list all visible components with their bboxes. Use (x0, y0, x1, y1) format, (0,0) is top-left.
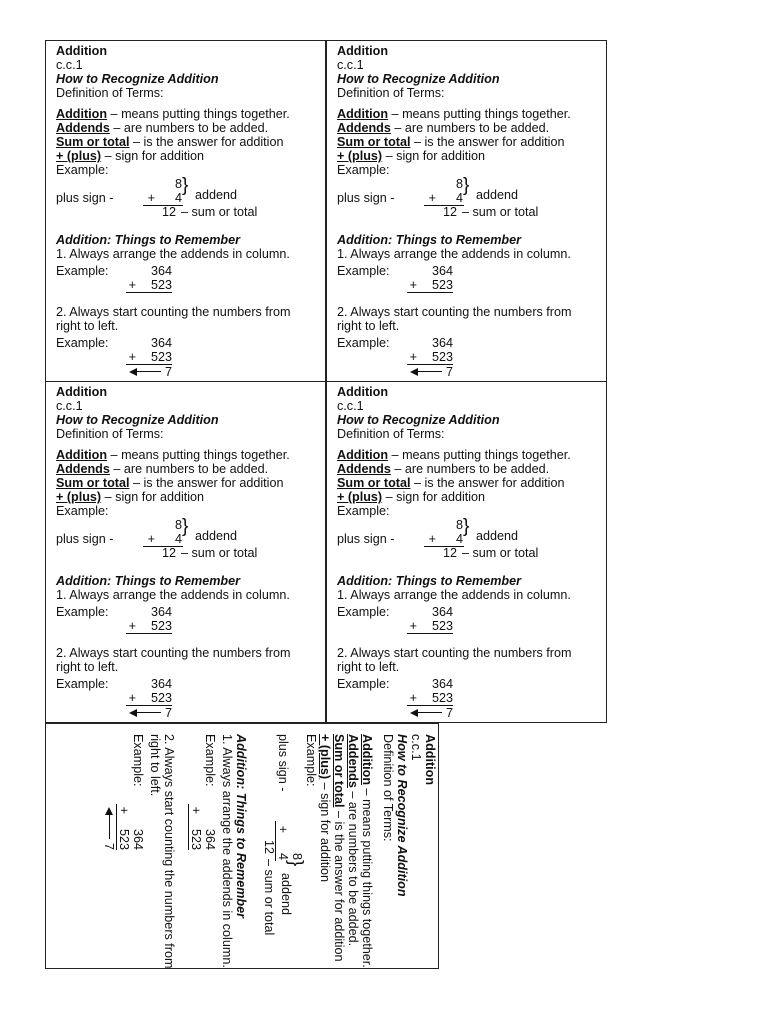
column-sum-line (126, 292, 172, 293)
example-top-number: 8 (174, 518, 182, 532)
term-addends-desc: – are numbers to be added. (109, 462, 269, 476)
counting-example-label: Example: (131, 734, 145, 787)
term-addends (56, 121, 268, 135)
card-title: Addition (337, 385, 389, 399)
column-bottom-number: 523 (150, 619, 172, 633)
term-plus (318, 734, 332, 882)
example-sum-number: 12 (262, 839, 276, 854)
rule-1: 1. Always arrange the addends in column. (56, 588, 290, 602)
brace-icon: } (285, 860, 306, 867)
rule-2-line-1: 2. Always start counting the numbers from (162, 734, 176, 969)
example-plus: + (147, 191, 155, 205)
definition-heading: Definition of Terms: (337, 427, 445, 441)
sum-label: – sum or total (462, 205, 539, 219)
term-plus (337, 490, 485, 504)
term-addition-name: Addition (360, 734, 374, 786)
column-example-label: Example: (337, 264, 390, 278)
term-plus-name: + (plus) (56, 490, 102, 504)
term-addition (56, 107, 290, 121)
term-sum-desc: – is the answer for addition (129, 476, 284, 490)
term-sum-desc: – is the answer for addition (410, 135, 565, 149)
term-sum (337, 135, 564, 149)
card-title: Addition (423, 734, 437, 786)
term-addition (337, 448, 571, 462)
column-plus: + (409, 619, 417, 633)
column-bottom-number: 523 (189, 828, 203, 850)
example-bottom-number: 4 (455, 532, 463, 546)
rule-2-line-1: 2. Always start counting the numbers from (337, 305, 572, 319)
term-addition-desc: – means putting things together. (360, 785, 374, 968)
term-plus-desc: – sign for addition (382, 149, 486, 163)
column-sum-line (126, 633, 172, 634)
column-bottom-number: 523 (150, 278, 172, 292)
term-addition-desc: – means putting things together. (388, 107, 571, 121)
term-addition (337, 107, 571, 121)
column-plus: + (128, 619, 136, 633)
term-plus-name: + (plus) (337, 149, 383, 163)
column-example-label: Example: (56, 264, 109, 278)
counting-plus: + (128, 691, 136, 705)
term-plus-desc: – sign for addition (101, 149, 205, 163)
counting-result-number: 7 (445, 706, 453, 720)
counting-bottom-number: 523 (150, 350, 172, 364)
definition-heading: Definition of Terms: (337, 86, 445, 100)
counting-top-number: 364 (150, 677, 172, 691)
definition-heading: Definition of Terms: (56, 427, 164, 441)
counting-top-number: 364 (431, 677, 453, 691)
rule-2-line-2: right to left. (337, 319, 400, 333)
term-addition-name: Addition (337, 107, 389, 121)
term-addition-desc: – means putting things together. (388, 448, 571, 462)
counting-result-number: 7 (445, 365, 453, 379)
counting-plus: + (117, 806, 131, 814)
sum-label: – sum or total (262, 859, 276, 936)
column-bottom-number: 523 (431, 619, 453, 633)
term-addition-name: Addition (56, 107, 108, 121)
brace-icon: } (463, 516, 470, 537)
card-title: Addition (56, 44, 108, 58)
card-code: c.c.1 (409, 734, 423, 761)
addend-label: addend (476, 529, 519, 543)
remember-heading: Addition: Things to Remember (337, 574, 522, 588)
term-plus-name: + (plus) (337, 490, 383, 504)
rule-2-line-1: 2. Always start counting the numbers from (56, 646, 291, 660)
term-addends-name: Addends (56, 462, 110, 476)
term-addends (346, 734, 360, 946)
term-addition (360, 734, 374, 968)
example-sum-number: 12 (161, 205, 176, 219)
term-addition-desc: – means putting things together. (107, 448, 290, 462)
rule-2-line-2: right to left. (148, 734, 162, 797)
card-code: c.c.1 (337, 58, 364, 72)
term-plus-desc: – sign for addition (318, 779, 332, 883)
counting-plus: + (128, 350, 136, 364)
counting-bottom-number: 523 (117, 828, 131, 850)
flashcard-rotated (45, 723, 439, 969)
column-plus: + (128, 278, 136, 292)
card-subtitle: How to Recognize Addition (56, 413, 219, 427)
counting-plus: + (409, 691, 417, 705)
card-subtitle: How to Recognize Addition (337, 72, 500, 86)
example-plus: + (428, 191, 436, 205)
term-addends-name: Addends (337, 462, 391, 476)
card-content (46, 382, 326, 723)
flashcard-top-right (326, 40, 607, 382)
left-arrow-icon (410, 368, 418, 376)
term-addends-desc: – are numbers to be added. (390, 462, 550, 476)
term-sum (332, 734, 346, 961)
definition-heading: Definition of Terms: (56, 86, 164, 100)
card-subtitle: How to Recognize Addition (56, 72, 219, 86)
sum-label: – sum or total (181, 205, 258, 219)
rule-1: 1. Always arrange the addends in column. (56, 247, 290, 261)
term-plus (337, 149, 485, 163)
counting-example-label: Example: (337, 677, 390, 691)
example-label: Example: (304, 734, 318, 787)
term-addends-name: Addends (337, 121, 391, 135)
term-addends (337, 121, 549, 135)
column-top-number: 364 (203, 828, 217, 850)
example-label: Example: (56, 504, 109, 518)
column-sum-line (407, 633, 453, 634)
term-addends-name: Addends (56, 121, 110, 135)
card-code: c.c.1 (337, 399, 364, 413)
column-example-label: Example: (203, 734, 217, 787)
rule-2-line-1: 2. Always start counting the numbers from (56, 305, 291, 319)
card-title: Addition (337, 44, 389, 58)
rule-1: 1. Always arrange the addends in column. (337, 247, 571, 261)
term-addition (56, 448, 290, 462)
example-plus: + (276, 825, 290, 833)
term-addends-desc: – are numbers to be added. (390, 121, 550, 135)
remember-heading: Addition: Things to Remember (337, 233, 522, 247)
column-top-number: 364 (150, 605, 172, 619)
remember-heading: Addition: Things to Remember (56, 574, 241, 588)
column-plus: + (409, 278, 417, 292)
card-code: c.c.1 (56, 58, 83, 72)
term-addends-name: Addends (346, 734, 360, 788)
example-plus: + (147, 532, 155, 546)
brace-icon: } (463, 175, 470, 196)
counting-result-number: 7 (164, 706, 172, 720)
counting-sum-line (116, 804, 117, 850)
example-bottom-number: 4 (174, 532, 182, 546)
plus-sign-label: plus sign - (276, 734, 290, 792)
addend-label: addend (476, 188, 519, 202)
term-addends (56, 462, 268, 476)
counting-top-number: 364 (431, 336, 453, 350)
example-bottom-number: 4 (276, 852, 290, 860)
term-sum (337, 476, 564, 490)
sum-label: – sum or total (462, 546, 539, 560)
term-sum-name: Sum or total (337, 135, 411, 149)
term-sum-name: Sum or total (337, 476, 411, 490)
counting-example-label: Example: (56, 336, 109, 350)
addend-label: addend (195, 188, 238, 202)
term-plus-desc: – sign for addition (382, 490, 486, 504)
counting-bottom-number: 523 (431, 350, 453, 364)
term-sum (56, 135, 283, 149)
term-plus-name: + (plus) (56, 149, 102, 163)
term-addends-desc: – are numbers to be added. (109, 121, 269, 135)
term-plus-desc: – sign for addition (101, 490, 205, 504)
card-content (327, 382, 607, 723)
example-top-number: 8 (290, 852, 304, 860)
card-content (327, 41, 607, 382)
addend-label: addend (279, 873, 293, 916)
definition-heading: Definition of Terms: (381, 734, 395, 842)
term-sum-desc: – is the answer for addition (410, 476, 565, 490)
left-arrow-icon (129, 368, 137, 376)
card-content (46, 41, 326, 382)
example-sum-number: 12 (442, 205, 457, 219)
term-sum-desc: – is the answer for addition (129, 135, 284, 149)
counting-bottom-number: 523 (431, 691, 453, 705)
counting-example-label: Example: (337, 336, 390, 350)
counting-bottom-number: 523 (150, 691, 172, 705)
column-plus: + (189, 806, 203, 814)
term-addition-desc: – means putting things together. (107, 107, 290, 121)
example-plus: + (428, 532, 436, 546)
example-bottom-number: 4 (455, 191, 463, 205)
example-label: Example: (337, 163, 390, 177)
flashcard-top-left (45, 40, 326, 382)
term-addends-desc: – are numbers to be added. (346, 787, 360, 947)
example-sum-number: 12 (442, 546, 457, 560)
term-plus (56, 490, 204, 504)
plus-sign-label: plus sign - (56, 191, 114, 205)
column-bottom-number: 523 (431, 278, 453, 292)
term-addition-name: Addition (337, 448, 389, 462)
rule-2-line-2: right to left. (56, 660, 119, 674)
brace-icon: } (182, 175, 189, 196)
column-sum-line (407, 292, 453, 293)
card-content (98, 724, 439, 969)
remember-heading: Addition: Things to Remember (234, 734, 248, 919)
card-subtitle: How to Recognize Addition (395, 734, 409, 897)
example-label: Example: (56, 163, 109, 177)
card-title: Addition (56, 385, 108, 399)
counting-top-number: 364 (150, 336, 172, 350)
column-sum-line (188, 804, 189, 850)
remember-heading: Addition: Things to Remember (56, 233, 241, 247)
flashcard-middle-left (45, 381, 326, 723)
term-sum-name: Sum or total (56, 476, 130, 490)
brace-icon: } (182, 516, 189, 537)
term-sum (56, 476, 283, 490)
counting-result-number: 7 (102, 842, 116, 850)
plus-sign-label: plus sign - (337, 191, 395, 205)
sum-label: – sum or total (181, 546, 258, 560)
example-bottom-number: 4 (174, 191, 182, 205)
term-sum-name: Sum or total (56, 135, 130, 149)
column-top-number: 364 (431, 264, 453, 278)
left-arrow-icon (410, 709, 418, 717)
counting-plus: + (409, 350, 417, 364)
example-top-number: 8 (455, 177, 463, 191)
plus-sign-label: plus sign - (56, 532, 114, 546)
rule-1: 1. Always arrange the addends in column. (220, 734, 234, 968)
column-example-label: Example: (56, 605, 109, 619)
card-code: c.c.1 (56, 399, 83, 413)
rule-2-line-2: right to left. (56, 319, 119, 333)
rule-2-line-2: right to left. (337, 660, 400, 674)
rule-1: 1. Always arrange the addends in column. (337, 588, 571, 602)
column-top-number: 364 (150, 264, 172, 278)
rule-2-line-1: 2. Always start counting the numbers from (337, 646, 572, 660)
plus-sign-label: plus sign - (337, 532, 395, 546)
example-top-number: 8 (455, 518, 463, 532)
counting-result-number: 7 (164, 365, 172, 379)
term-addends (337, 462, 549, 476)
example-label: Example: (337, 504, 390, 518)
term-plus (56, 149, 204, 163)
column-top-number: 364 (431, 605, 453, 619)
column-example-label: Example: (337, 605, 390, 619)
term-addition-name: Addition (56, 448, 108, 462)
counting-example-label: Example: (56, 677, 109, 691)
term-plus-name: + (plus) (318, 734, 332, 780)
counting-top-number: 364 (131, 828, 145, 850)
addend-label: addend (195, 529, 238, 543)
example-sum-number: 12 (161, 546, 176, 560)
flashcard-middle-right (326, 381, 607, 723)
left-arrow-icon (129, 709, 137, 717)
card-subtitle: How to Recognize Addition (337, 413, 500, 427)
example-top-number: 8 (174, 177, 182, 191)
term-sum-desc: – is the answer for addition (332, 807, 346, 962)
term-sum-name: Sum or total (332, 734, 346, 808)
